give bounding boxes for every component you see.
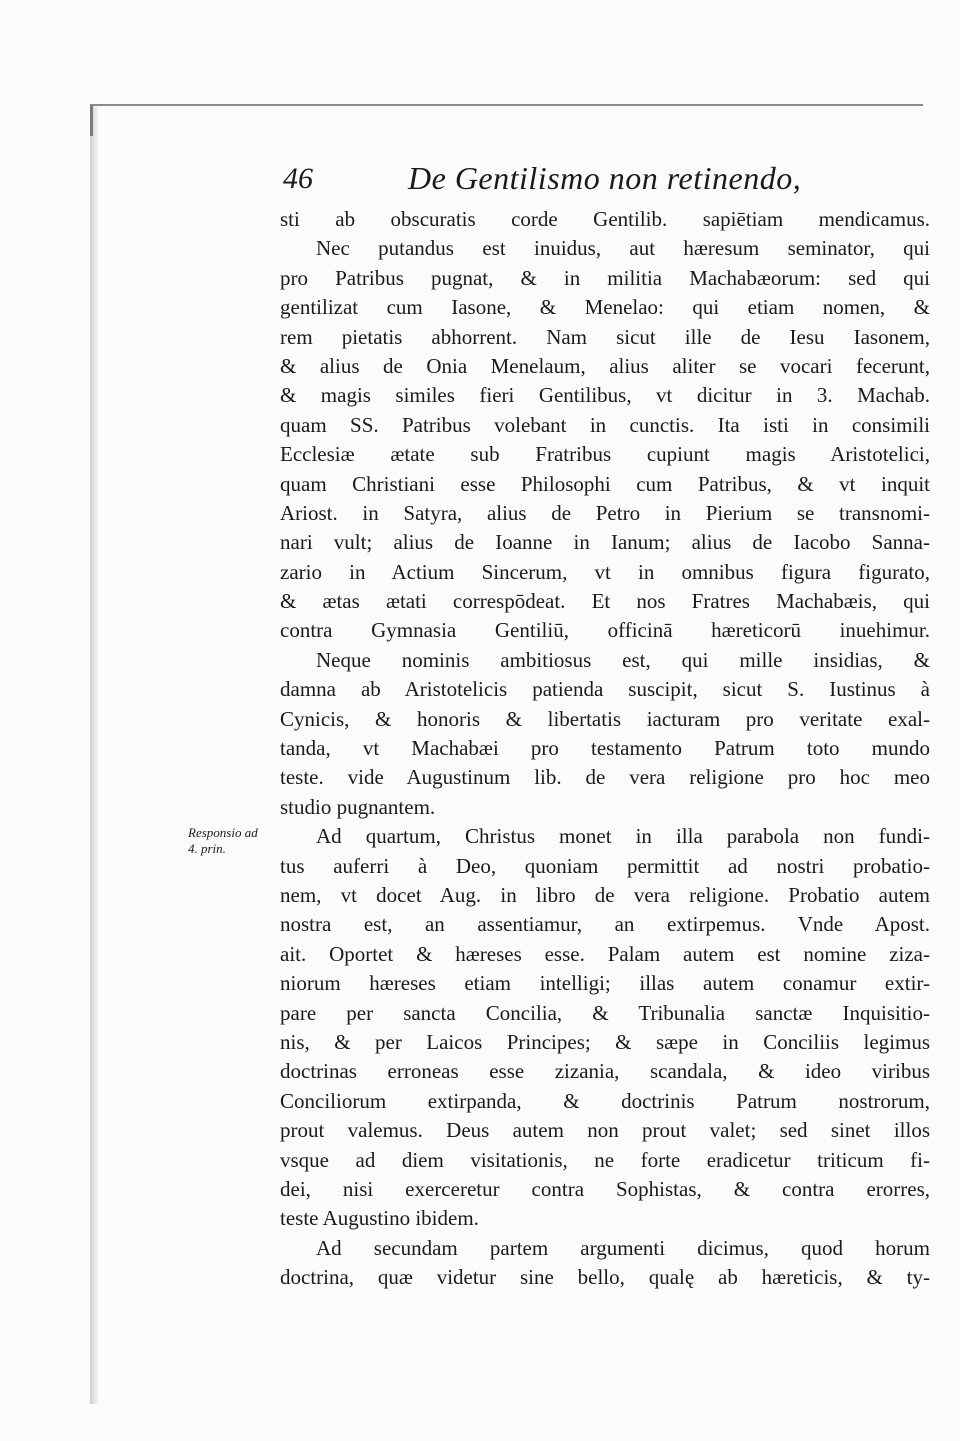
text-line: doctrina, quæ videtur sine bello, qualę ab hæreticis, & ty- xyxy=(280,1265,930,1290)
margin-note xyxy=(188,825,278,857)
text-line: Conciliorum extirpanda, & doctrinis Patrum nostrorum, xyxy=(280,1088,930,1113)
text-line: dei, nisi exerceretur contra Sophistas, & contra erorres, xyxy=(280,1176,930,1201)
text-line: & ætas ætati correspōdeat. Et nos Fratres Machabæis, qui xyxy=(280,589,930,614)
text-line: quam Christiani esse Philosophi cum Patribus, & vt inquit xyxy=(280,471,930,496)
text-line: Ariost. in Satyra, alius de Petro in Pierium se transnomi- xyxy=(280,500,930,525)
text-line: rem pietatis abhorrent. Nam sicut ille de Iesu Iasonem, xyxy=(280,324,930,349)
text-line: & magis similes fieri Gentilibus, vt dicitur in 3. Machab. xyxy=(280,383,930,408)
text-line: Neque nominis ambitiosus est, qui mille insidias, & xyxy=(316,647,930,672)
text-line: teste Augustino ibidem. xyxy=(280,1206,479,1231)
text-line: Cynicis, & honoris & libertatis iacturam pro veritate exal- xyxy=(280,706,930,731)
text-line: pro Patribus pugnat, & in militia Machabæorum: sed qui xyxy=(280,265,930,290)
text-line: teste. vide Augustinum lib. de vera religione pro hoc meo xyxy=(280,765,930,790)
text-line: zario in Actium Sincerum, vt in omnibus figura figurato, xyxy=(280,559,930,584)
text-line: nem, vt docet Aug. in libro de vera religione. Probatio autem xyxy=(280,882,930,907)
page-edge xyxy=(90,104,923,136)
text-line: nostra est, an assentiamur, an extirpemus. Vnde Apost. xyxy=(280,912,930,937)
text-line: Nec putandus est inuidus, aut hæresum seminator, qui xyxy=(316,236,930,261)
text-line: gentilizat cum Iasone, & Menelao: qui etiam nomen, & xyxy=(280,295,930,320)
text-line: tanda, vt Machabæi pro testamento Patrum toto mundo xyxy=(280,736,930,761)
text-line: tus auferri à Deo, quoniam permittit ad nostri probatio- xyxy=(280,853,930,878)
text-line: vsque ad diem visitationis, ne forte eradicetur triticum fi- xyxy=(280,1147,930,1172)
body-text xyxy=(280,205,930,1292)
text-line: Ad quartum, Christus monet in illa parabola non fundi- xyxy=(316,824,930,849)
text-line: studio pugnantem. xyxy=(280,794,436,819)
margin-note-line: Responsio ad xyxy=(188,825,258,840)
text-line: quam SS. Patribus volebant in cunctis. Ita isti in consimili xyxy=(280,412,930,437)
text-line: sti ab obscuratis corde Gentilib. sapiētiam mendicamus. xyxy=(280,207,930,231)
text-line: contra Gymnasia Gentiliū, officinā hæreticorū inuehimur. xyxy=(280,618,930,643)
text-line: doctrinas erroneas esse zizania, scandala, & ideo viribus xyxy=(280,1059,930,1084)
text-line: Ad secundam partem argumenti dicimus, quod horum xyxy=(316,1235,930,1260)
text-line: prout valemus. Deus autem non prout valet; sed sinet illos xyxy=(280,1118,930,1143)
text-line: Ecclesiæ ætate sub Fratribus cupiunt magis Aristotelici, xyxy=(280,442,930,467)
page-header xyxy=(283,160,903,204)
text-line: ait. Oportet & hæreses esse. Palam autem est nomine ziza- xyxy=(280,941,930,966)
running-title: De Gentilismo non retinendo, xyxy=(408,160,802,196)
page-number: 46 xyxy=(283,162,313,195)
text-line: niorum hæreses etiam intelligi; illas autem conamur extir- xyxy=(280,971,930,996)
text-line: nis, & per Laicos Principes; & sæpe in Conciliis legimus xyxy=(280,1029,930,1054)
page-gutter-shadow xyxy=(90,104,98,1404)
text-line: nari vult; alius de Ioanne in Ianum; alius de Iacobo Sanna- xyxy=(280,530,930,555)
text-line: pare per sancta Concilia, & Tribunalia sanctæ Inquisitio- xyxy=(280,1000,930,1025)
margin-note-line: 4. prin. xyxy=(188,841,226,856)
text-line: & alius de Onia Menelaum, alius aliter se vocari fecerunt, xyxy=(280,353,930,378)
text-line: damna ab Aristotelicis patienda suscipit, sicut S. Iustinus à xyxy=(280,677,930,702)
